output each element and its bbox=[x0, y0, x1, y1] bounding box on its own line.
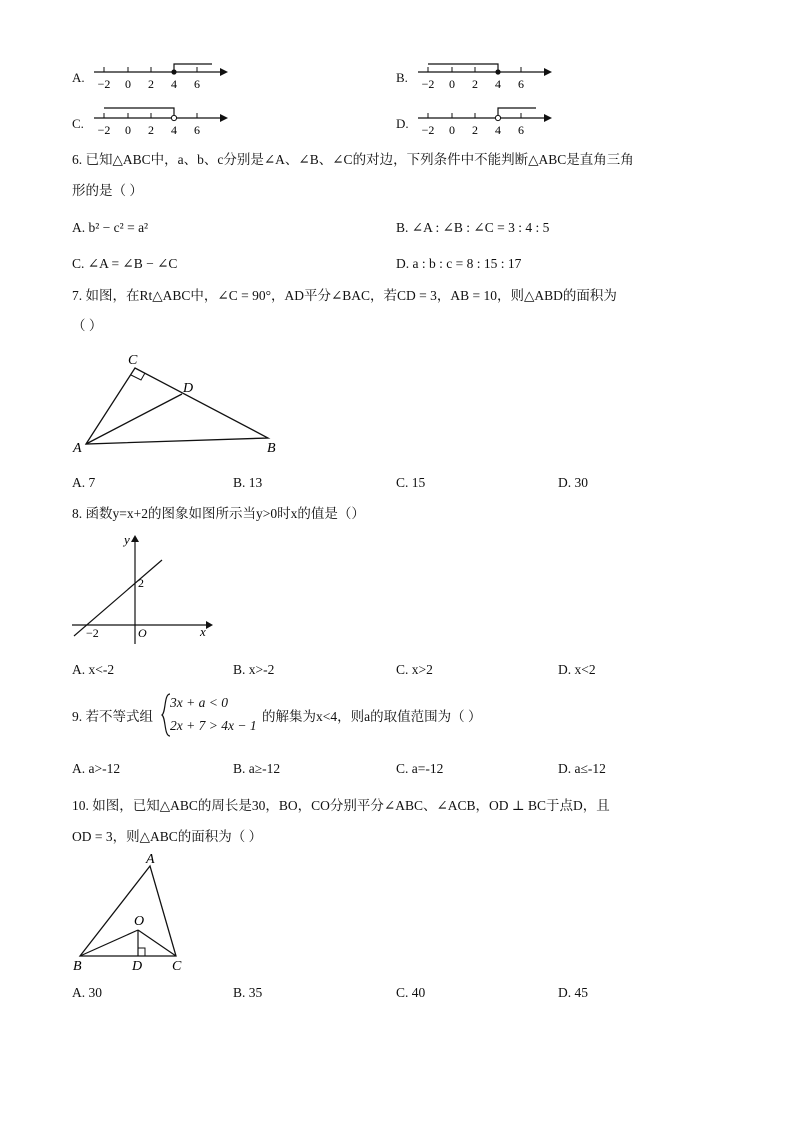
q9-option-d: D. a≤-12 bbox=[558, 761, 606, 776]
vertex-a-label: A bbox=[73, 441, 82, 456]
point-o-label: O bbox=[134, 914, 145, 929]
tick-label: 0 bbox=[125, 77, 131, 91]
q6-option-c: C. ∠A = ∠B − ∠C bbox=[72, 256, 178, 271]
number-line-c bbox=[90, 104, 230, 138]
q7-stem-line1: 7. 如图，在Rt△ABC中，∠C = 90°，AD平分∠BAC，若CD = 3，AB = 10，则△ABD的面积为 bbox=[72, 288, 617, 303]
tick-label: 6 bbox=[194, 123, 200, 137]
option-d-label: D. bbox=[396, 116, 409, 131]
origin-label: O bbox=[138, 626, 147, 640]
q10-option-b: B. 35 bbox=[233, 985, 263, 1000]
tick-label: 2 bbox=[148, 77, 154, 91]
q8-option-b: B. x>-2 bbox=[233, 662, 275, 677]
q6-stem-line1: 6. 已知△ABC中，a、b、c分别是∠A、∠B、∠C的对边，下列条件中不能判断△ABC是直角三角 bbox=[72, 152, 634, 167]
q6-option-a: A. b² − c² = a² bbox=[72, 220, 149, 235]
q7-triangle-figure bbox=[66, 346, 296, 458]
tick-label: −2 bbox=[421, 77, 435, 91]
vertex-b-label: B bbox=[73, 959, 82, 974]
point-d-label: D bbox=[183, 381, 194, 396]
tick-label: 2 bbox=[148, 123, 154, 137]
tick-label: 4 bbox=[171, 123, 177, 137]
vertex-a-label: A bbox=[146, 852, 155, 867]
q10-option-a: A. 30 bbox=[72, 985, 102, 1000]
option-c-label: C. bbox=[72, 116, 84, 131]
tick-label: 2 bbox=[472, 123, 478, 137]
x-axis-label: x bbox=[200, 624, 206, 639]
q8-option-d: D. x<2 bbox=[558, 662, 596, 677]
q9-option-b: B. a≥-12 bbox=[233, 761, 281, 776]
tick-label: 4 bbox=[495, 77, 501, 91]
tick-label: 6 bbox=[518, 77, 524, 91]
tick-label: 0 bbox=[449, 77, 455, 91]
option-a-label: A. bbox=[72, 70, 85, 85]
q9-stem-suffix: 的解集为x<4，则a的取值范围为（ ） bbox=[262, 709, 482, 724]
tick-label: 0 bbox=[449, 123, 455, 137]
tick-label: 6 bbox=[518, 123, 524, 137]
q10-triangle-figure bbox=[66, 849, 206, 975]
vertex-c-label: C bbox=[172, 959, 182, 974]
number-line-b bbox=[414, 58, 554, 92]
q7-option-c: C. 15 bbox=[396, 475, 426, 490]
q9-inequality-1: 3x + a < 0 bbox=[170, 695, 228, 710]
tick-label: 0 bbox=[125, 123, 131, 137]
q6-option-b: B. ∠A : ∠B : ∠C = 3 : 4 : 5 bbox=[396, 220, 550, 235]
y-axis-label: y bbox=[124, 532, 130, 547]
q10-stem-line2: OD = 3，则△ABC的面积为（ ） bbox=[72, 829, 263, 844]
q6-option-d: D. a : b : c = 8 : 15 : 17 bbox=[396, 256, 522, 271]
vertex-c-label: C bbox=[128, 353, 138, 368]
q7-option-a: A. 7 bbox=[72, 475, 96, 490]
q6-stem-line2: 形的是（ ） bbox=[72, 183, 143, 198]
tick-label: 2 bbox=[472, 77, 478, 91]
q9-stem-prefix: 9. 若不等式组 bbox=[72, 709, 153, 724]
q9-option-a: A. a>-12 bbox=[72, 761, 121, 776]
q8-option-c: C. x>2 bbox=[396, 662, 433, 677]
point-d-label: D bbox=[132, 959, 143, 974]
q10-option-d: D. 45 bbox=[558, 985, 588, 1000]
y-intercept-label: 2 bbox=[138, 576, 144, 590]
number-line-d bbox=[414, 104, 554, 138]
q8-stem: 8. 函数y=x+2的图象如图所示当y>0时x的值是（） bbox=[72, 506, 365, 521]
x-intercept-label: −2 bbox=[86, 626, 99, 640]
q10-stem-line1: 10. 如图，已知△ABC的周长是30，BO，CO分别平分∠ABC、∠ACB，OD ⊥ BC于点D，且 bbox=[72, 798, 610, 813]
number-line-a bbox=[90, 58, 230, 92]
tick-label: −2 bbox=[97, 123, 111, 137]
tick-label: −2 bbox=[97, 77, 111, 91]
tick-label: −2 bbox=[421, 123, 435, 137]
tick-label: 4 bbox=[495, 123, 501, 137]
q9-inequality-2: 2x + 7 > 4x − 1 bbox=[170, 718, 257, 733]
q8-linear-graph bbox=[66, 530, 216, 650]
tick-label: 6 bbox=[194, 77, 200, 91]
q7-stem-line2: （ ） bbox=[72, 318, 103, 333]
q10-option-c: C. 40 bbox=[396, 985, 426, 1000]
q7-option-d: D. 30 bbox=[558, 475, 588, 490]
vertex-b-label: B bbox=[267, 441, 276, 456]
q7-option-b: B. 13 bbox=[233, 475, 263, 490]
tick-label: 4 bbox=[171, 77, 177, 91]
option-b-label: B. bbox=[396, 70, 408, 85]
q9-option-c: C. a=-12 bbox=[396, 761, 444, 776]
q8-option-a: A. x<-2 bbox=[72, 662, 115, 677]
